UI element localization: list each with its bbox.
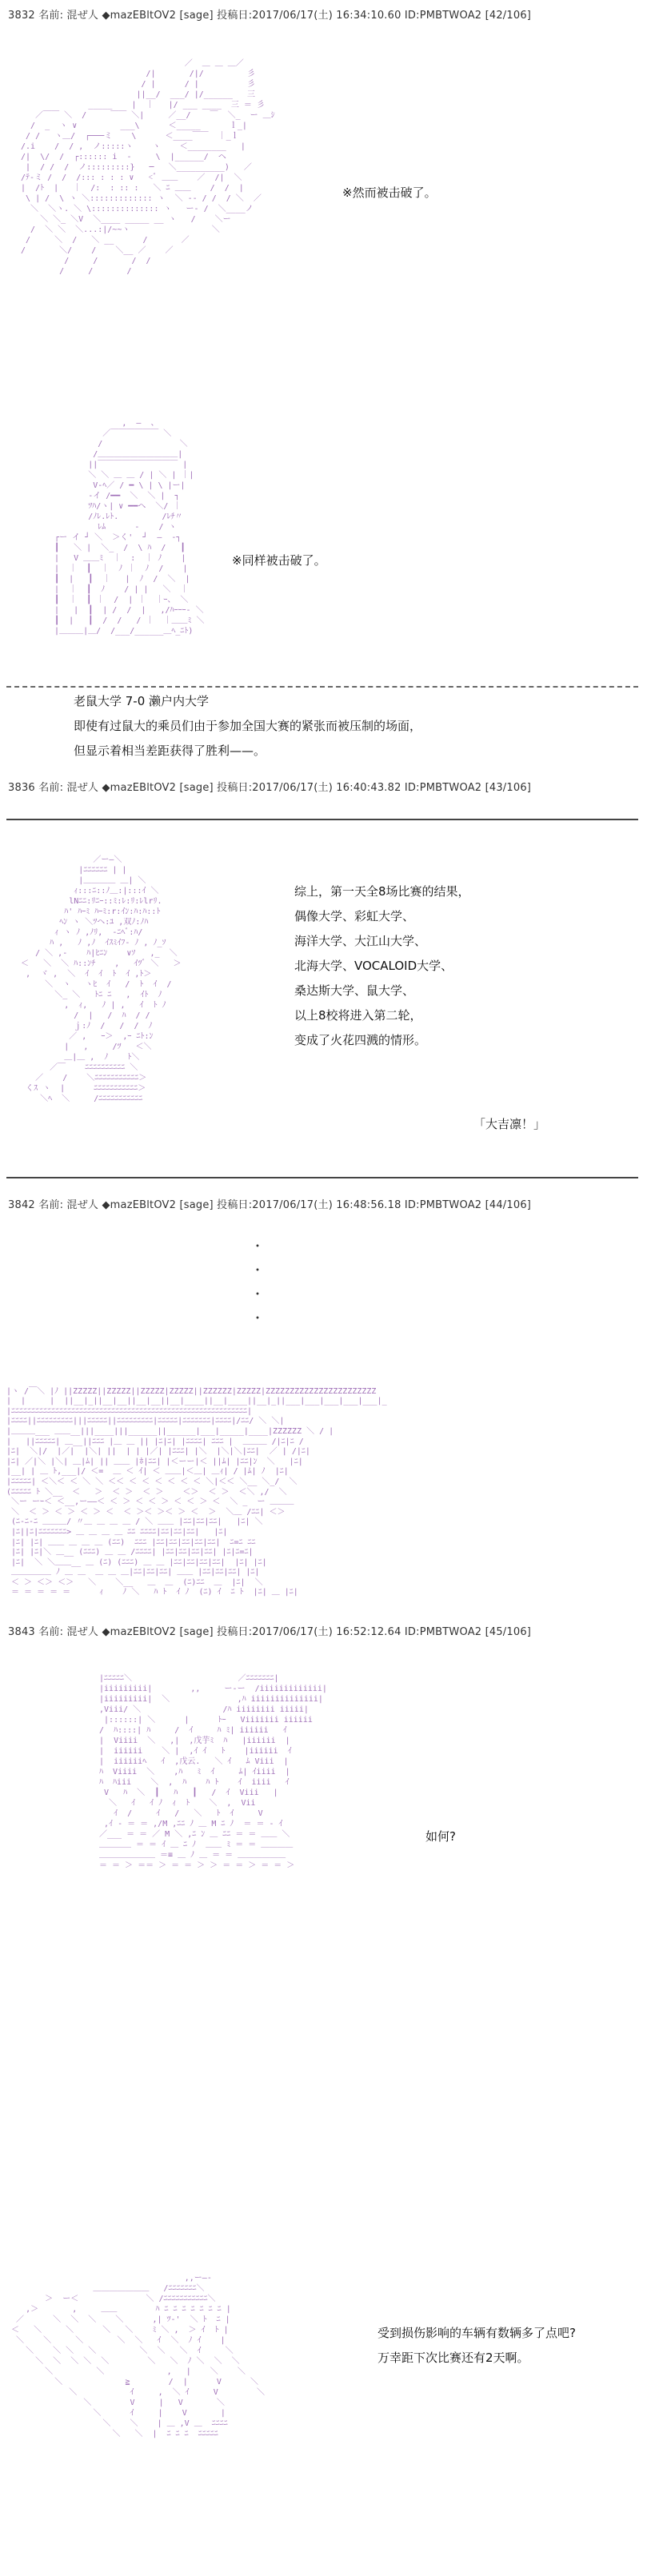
ellipsis-dots [251, 1234, 264, 1330]
separator-dashed [6, 686, 638, 688]
post-4-lines [377, 2321, 576, 2371]
summary-line-7: 变成了火花四溅的情形。 [294, 1033, 427, 1047]
summary-line-3: 海洋大学、大江山大学、 [294, 934, 427, 948]
summary-line-5: 桑达斯大学、鼠大学、 [294, 983, 415, 998]
results-summary [294, 879, 470, 1053]
caption-destroyed-1: ※然而被击破了。 [342, 185, 437, 200]
summary-line-2: 偶像大学、彩虹大学、 [294, 909, 415, 923]
ascii-art-figure-3: ／ー―＼ |ﾆﾆﾆﾆﾆﾆ | | |＿＿＿＿ ＿| ＼ ｨ:::ﾆ::ﾉ＿:|:::ｲ ＼ lNﾆﾆ:ﾘﾆｰ::ﾐ:ﾚ:ﾘ:ﾚlrﾘ. ﾊ' ﾊｰﾐ ﾊｰﾐ:r:ｲﾝ:ﾊ:ﾊ::ﾄ ﾍﾝ ヽ ＼ﾂヘ:ﾕ ,双ﾉ:ﾉﾊ ｨ ヽ ﾉ ,ﾉﾘ, -ﾆﾍﾞ:ﾊ/ ﾊ , ﾉ ,ﾉ ｲｽﾐｲﾌ‐ ﾉ , ﾉ_ｿ / ＼ ,- ﾊ|ﾋﾆﾝ ∨ｿ ,_ ＼ ＜ ＼ ＼ ﾊ::ﾝﾁ , ｲﾂﾞ ＼ ＞ , ヾ , ＼ ｲ ｲ ﾄ ｲ ,ﾄ＞ ＼ ヽ ヽﾋ ｲ / ﾄ ｲ / ＼_ ＼ ﾄﾆ ﾆ , ｲﾄ ﾉ , ｨ, ﾉ | , ｲ ﾄ ﾉ / | / ﾊ / / ｊ:ﾉ / / / ﾉ ／ , ｰ＞ ,ｰ ﾆﾄ:ﾝ | , /ﾂ ＜＼ ＿|＿ , ﾉ ﾄ＼ ／￣ ﾆﾆﾆﾆﾆﾆﾆﾆﾆﾆ ＼ ／ / ＼ﾆﾆﾆﾆﾆﾆﾆﾆﾆﾆﾆ＞ くｽ ヽ | ﾆﾆﾆﾆﾆﾆﾆﾆﾆﾆﾆ＞ ＼ﾍ ＼ /ﾆﾆﾆﾆﾆﾆﾆﾆﾆﾆﾆ [21, 855, 182, 1103]
ascii-art-tank-battlefield: |ヽ /￣＼ |ﾉ ||ZZZZZ||ZZZZZ||ZZZZZ|ZZZZZ||ZZZZZZ|ZZZZZ|ZZZZZZZZZZZZZZZZZZZZZZZ | | | ||__|_||__|__||__|__||__|____||__|____||__|_||___|___|___|___|___|_ |ﾆﾆﾆﾆﾆﾆﾆﾆﾆﾆﾆﾆﾆﾆﾆﾆﾆﾆﾆﾆﾆﾆﾆﾆﾆﾆﾆﾆﾆﾆﾆﾆﾆﾆﾆﾆﾆﾆﾆﾆﾆﾆﾆﾆﾆﾆﾆﾆﾆﾆﾆﾆﾆﾆﾆﾆﾆﾆﾆ| |ﾆﾆﾆﾆ||ﾆﾆﾆﾆﾆﾆﾆﾆﾆ|||ﾆﾆﾆﾆﾆ||ﾆﾆﾆﾆﾆﾆﾆﾆﾆ|ﾆﾆﾆﾆﾆ|ﾆﾆﾆﾆﾆﾆﾆ|ﾆﾆﾆﾆ|/ﾆﾆ/ ＼ ＼| |＿＿＿___ ＿＿__|||____|||______||______|___|_____|____|ZZZZZZ ＼ / | | ||ﾆﾆﾆﾆﾆ| ＿__||ﾆﾆﾆ |＿ ＿ || |ﾆ|ﾆ| |ﾆﾆﾆﾆ| ﾆﾆﾆ | ＿＿＿ /|ﾆ|ﾆ / |ﾆ| ＼|/ |／| |＼| || | | |／| |ﾆﾆﾆ| |＼ |＼|＼|ﾆﾆ| ／ | /|ﾆ| |ﾆ| ／|＼ |＼| ＿|ﾑ| || ＿＿ |ﾎ|ﾆﾆ| |＜ーー|＜ ||ﾑ| |ﾆﾆ|ﾝ ＼ |ﾆ| |__| | ＿ ﾄ,___|/ ＜= ＿ ＜ ｲ| ＜ ＿＿|＜＿| ＿ｨ| / |ﾑ| ﾉ |ﾆ| |ﾆﾆﾆﾆﾆ| ＜＼＜ ＜ ＼ ＼ ＜＜ ＜ ＜ ＜ ＜ ＜ ＜ ＼|＜＜ ＼__ ＼_/ ＼ (ﾆﾆﾆﾆﾆ ﾄ ＼__ ＜ ＞ ＜ ＞ ＜ ＞ ＜＞ ＜ ＞ ＜＼ ,/ ＼ ＼ー ーｰ＜ ＜__,ー――＜ ＜ ＞ ＜ ＜ ＞ ＜ ＜ ＞ ＜ ＼ _ ー ＿＿＿ ＼ ＜ ＞ ＜ ＞ ＜ ＞ ＜ ＜ ＞＜ ＞＜ ＞ ＜ ＞ ＼＿ /ﾆﾆ| ＜＞ (ﾆ-ﾆ-ﾆ ＿＿＿/ 〃＿ ＿ ＿ ＿ / ＼ ＿＿ |ﾆﾆ|ﾆﾆ|ﾆﾆ| |ﾆ| ＼ |ﾆ||ﾆ|ﾆﾆﾆﾆﾆﾆﾆ> ＿ ＿ ＿ ＿ ﾆﾆ ﾆﾆﾆﾆ|ﾆﾆ|ﾆﾆ|ﾆﾆ| |ﾆ| |ﾆ| |ﾆ| ＿＿ ＿ ＿ ＿ (ﾆﾆ) ﾆﾆﾆ |ﾆﾆ|ﾆﾆ|ﾆﾆ|ﾆﾆ|ﾆﾆ| ﾆ=ﾆ ﾆﾆ |ﾆ| |ﾆ|＼ ＿__ (ﾆﾆﾆ) ＿ ＿ /ﾆﾆﾆﾆ| |ﾆﾆ|ﾆﾆ|ﾆﾆ|ﾆﾆ| |ﾆ|ﾆ=ﾆ| |ﾆ| ＼ ＼＿＿__ ＿ (ﾆ) (ﾆﾆﾆ) ＿ ＿ |ﾆﾆ|ﾆﾆ|ﾆﾆ|ﾆﾆ| |ﾆ| |ﾆ| ＿＿＿＿＿ ﾉ ＿ ＿ ＿ ＿ ＿|ﾆﾆ|ﾆﾆ|ﾆﾆ| ＿＿ |ﾆﾆ|ﾆﾆ|ﾆﾆ| |ﾆ| ＜ ＞ ＜＞ ＜＞ ＼ ＼__ ＿ ＿ (ﾆ)ﾆﾆ ＿ |ﾆ| ＼ ＝ ＝ ＝ ＝ ＝ ｨ ﾉ ＼ ﾊ ﾄ ｲ ﾉ (ﾆ) ｲ ﾆ ﾄ |ﾆ| ＿ |ﾆ| [6, 1386, 387, 1597]
separator-bottom [6, 1177, 638, 1178]
post-header-3832: 3832 名前: 混ぜ人 ◆mazEBltOV2 [sage] 投稿日:2017/06/17(土) 16:34:10.60 ID:PMBTWOA2 [42/106] [8, 10, 532, 22]
ascii-art-figure-5: ,,ー―‐ ＿＿＿＿＿＿＿ /ﾆﾆﾆﾆﾆﾆﾆ＼ ＞ ー＜ ＼ /ﾆﾆﾆﾆﾆﾆﾆﾆﾆﾆﾆ＼ ,＞ , ＿＿ ﾊ ﾆ ﾆ ﾆ ﾆ ﾆ ﾆ ﾆ | ／ ＼ ＼ ＼ ＼ ,| ﾂ‐' ＼ ﾄ ﾆ | ＜ ＼ ＼ ＼ ＼ ﾐ ＼ , ＞ ｲ ﾄ | ＼ ＼ ＼ ＼ ＼ ｲ ＼ ﾉ ｲ | ＼ ＼ ＼ ＼ ＼ ＼ ＼ ｲ ＼ ＼ ＼ ＼ ＼ ＼ ＼ ＼ ﾉ ＼ ＼ ＼ ＼ ＼ , | ＼ ＼ ＼ ≧ / | V ＼ ＼ ｲ , ＼ ｲ V ＼ ＼ V | V ＼ ＼ ｲ | V | ＼ ＼ | ＿ ,V ＿ ﾆﾆﾆﾆ ＼ ＼ | ﾆ ﾆ ﾆ ﾆﾆﾆﾆﾆ [11, 2274, 265, 2438]
days-left-line: 万幸距下次比赛还有2天啊。 [377, 2351, 529, 2365]
dot-3: ・ [251, 1286, 265, 1302]
footer-line-3: 但显示着相当差距获得了胜利——。 [74, 744, 266, 758]
damage-line: 受到损伤影响的车辆有数辆多了点吧? [377, 2326, 576, 2340]
summary-line-1: 综上，第一天全8场比赛的结果， [294, 884, 470, 899]
post-1-footer [74, 689, 421, 764]
ascii-art-figure-2: , ― 、 ／￣￣￣￣￣￣ ＼ / ＼ /＿＿＿＿＿＿＿＿＿＿| ||￣￣￣￣￣￣￣￣￣￣ | ＼ ＼ ＿ ＿ / | ＼ | ｜| V-ﾍ／ / ━ \ | \ |ー| -イ /━━ ＼ ＼ | ┐ ﾂﾊ/ヽ| ∨ ━━ヘ ＼/ ｜ /ﾉﾚ.ﾚﾄ. /ﾚﾁ〃 ﾚﾑ - / ヽ ┌ー イ ┘ ＼ ＞く' ┘ ― ‐┐ ┃ ＼ | ＼_ / \ ﾊ / ┃ | V ＿＿ﾐ ｜ : ｜ ﾉ | | ｜ ┃ ｜ ﾉ ｜ ﾉ / | ┃ | ┃ ｜ | ﾉ / ＼ | | ｜ ┃ ﾉ / | | ＼ ｜ ┃ ｜ ┃ ｜ / | ｜ ｜ｰ、 ＼ | | ┃ | / / | ,/ﾊｰｰｰ‐ ＼ ┃ | ┃ / / / ｜ ｜＿＿ﾐ ＼ |＿＿＿|＿/ /___/______＿ﾍ_ﾆﾄ) [54, 419, 205, 636]
quote-daikichi: 「大吉凛！」 [473, 1117, 546, 1131]
footer-line-2: 即使有过鼠大的乘员们由于参加全国大赛的紧张而被压制的场面， [74, 719, 422, 733]
dot-1: ・ [251, 1238, 265, 1254]
ascii-art-figure-1: ／ ＿ ＿ ＿／ /| /|/ 彡 / | / | 彡 ||__/ ___/ |/______ 三 _____ | ｜ |/ ___ ____ 三 ＝ 彡 ／￣￣ ＼ / ￣￣ ＼| ／__/ ￣ ＼_ ー ＿ｼ / _ ヽ ∨ ___\ ＜_____ ｌ_| / / ヽ＿/ ┌───ミ \ ＜____￣￣ ｜_ｌ /.i / / , ノ:::::ヽ ヽ ＜________ | /| \/ / ┌:::::: i - \ |______/ ヘ | / / / ノ:::::::::} ─ ＼__________) ／ /ﾃ-ミ / / /::: : : : ∨ <ﾞ ＿＿ ／ /| ＼ | /ﾄ | ｜ /: : :: : ＼ ﾆ ＿＿ / / | \ | / \ ヽ ＼::::::::::::: ヽ ＼ ‐‐ / / / ＼ ／ ＼ ＼ヽ. ＼ \:::::::::::::: ヽ ー‐ / ＼____ノ ＼ ＼_ ＼V ＼____ _____ __ ヽ / ＼ー / ＼ ＼ ＼...:|/~~ヽ ＼ / ＼ / ＼ __ / ／ / ＼/ / ＼__ ／ ／ / / / / / / / [21, 59, 275, 276]
match-result: 老鼠大学 7-0 濑户内大学 [74, 694, 210, 708]
summary-line-4: 北海大学、VOCALOID大学、 [294, 959, 453, 973]
dot-2: ・ [251, 1262, 265, 1278]
caption-destroyed-2: ※同样被击破了。 [232, 553, 326, 568]
question-how: 如何? [425, 1829, 456, 1844]
dot-4: ・ [251, 1310, 265, 1326]
post-header-3842: 3842 名前: 混ぜ人 ◆mazEBltOV2 [sage] 投稿日:2017/06/17(土) 16:48:56.18 ID:PMBTWOA2 [44/106] [8, 1199, 532, 1211]
post-header-3843: 3843 名前: 混ぜ人 ◆mazEBltOV2 [sage] 投稿日:2017/06/17(土) 16:52:12.64 ID:PMBTWOA2 [45/106] [8, 1626, 532, 1638]
post-header-3836: 3836 名前: 混ぜ人 ◆mazEBltOV2 [sage] 投稿日:2017/06/17(土) 16:40:43.82 ID:PMBTWOA2 [43/106] [8, 782, 532, 794]
summary-line-6: 以上8校将进入第二轮， [294, 1008, 422, 1023]
separator-top [6, 819, 638, 820]
ascii-art-two-figures: |ﾆﾆﾆﾆﾆ＼ ／ﾆﾆﾆﾆﾆﾆﾆ| |iiiiiiiii| ,, ー‐ー /iiiiiiiiiiiii| |iiiiiiiii| ＼ ,ﾊ iiiiiiiiiiiiii| ,Viii/ ＼ /ﾊ iiiiiiii iiiii| |::::::| ＼ | ﾄｰ Viiiiiii iiiiii / ﾊ::::| ﾊ / ｲ ﾊ ﾐ| iiiiii ｲ | Viiii ＼ ,| ,戊芋ﾐ ﾊ |iiiiii | | iiiiii ＼ | ,ｲ ｲ ﾄ |iiiiii ｲ | iiiiiiﾍ ｲ ,戊云. ＼ ｲ ﾑ Viii | ﾊ Viiii ＼ ,ﾊ ﾐ ｲ ﾑ| ｲiiii | ﾊ ﾊiii ＼ , ﾊ ﾊ ﾄ ｲ iiii ｲ V ﾊ ＼ ┃ ﾊ ┃ / ｲ Viii | ＼ ｲ ｲ ﾉ ｨ ﾄ ＼ , Vii ｲ / ｲ / ＼ ﾄ ｲ V ,ｲ ‐ ＝ ＝ ,/M ,ﾆﾆ ﾉ ＿ M ﾆ ﾉ ＝ ＝ ‐ ｲ ／___ ＝ ＝ ／ M ＼ ,ﾆ ﾝ ＿ ﾆﾆ ＝ ＝ ＿＿ ＼ ＿＿＿＿ ＝ ＝ ｲ ＿ ﾆ ﾉ ＿＿ ﾐ ＝ ＝ ＿＿＿＿ ＿＿＿＿＿＿＿ ＝≡ ＿ ﾉ ＿ ＝ ＝ ＿＿＿＿＿＿ ＝ ＝ ＞ ＝＝ ＞ ＝ ＝ ＞ ＞ ＝ ＝ ＞ ＝ ＝ ＞ [99, 1674, 327, 1870]
